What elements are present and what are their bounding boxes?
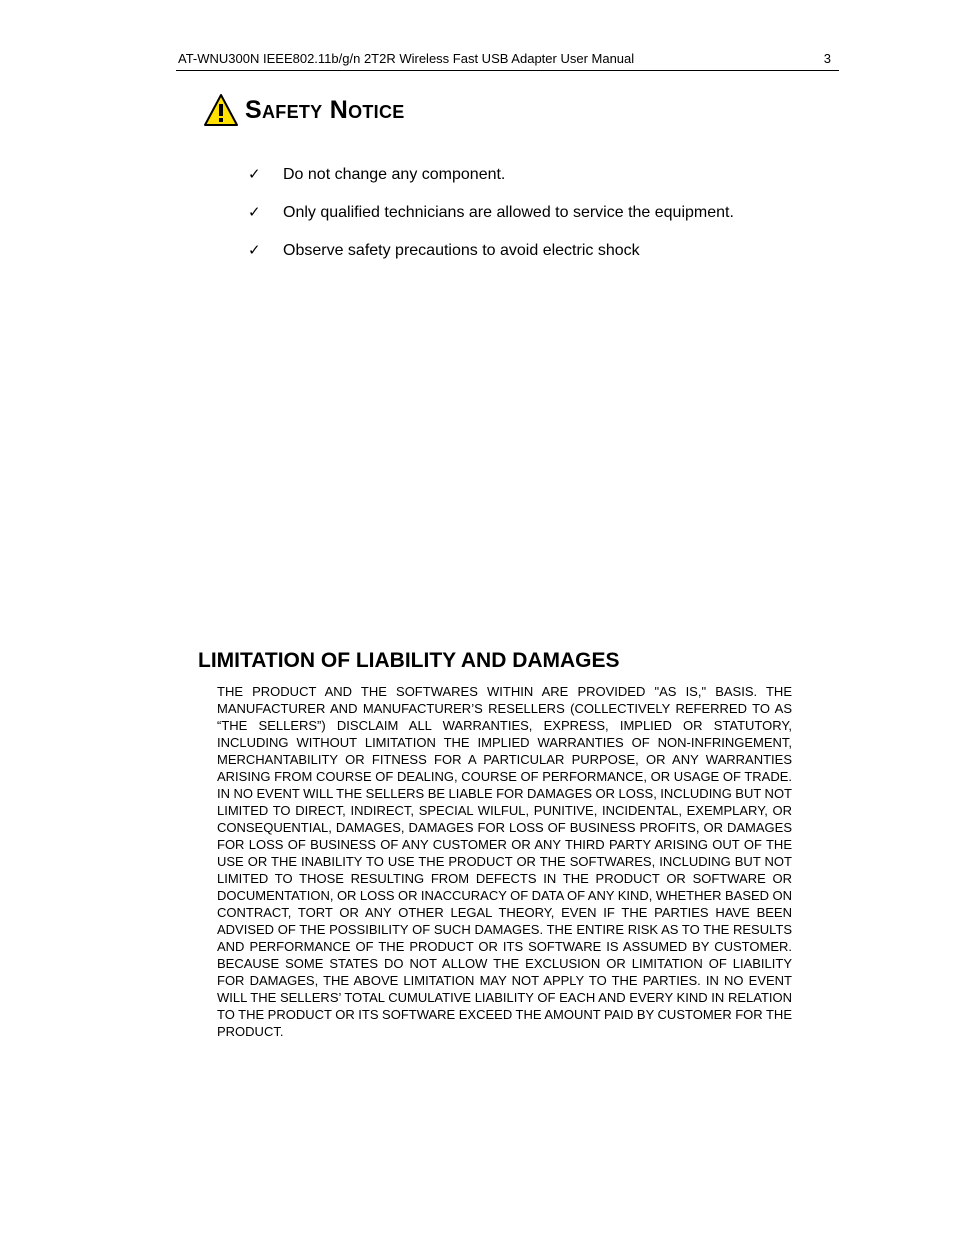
liability-heading: LIMITATION OF LIABILITY AND DAMAGES	[198, 649, 620, 672]
safety-notice-list	[248, 164, 734, 278]
notice-text: Only qualified technicians are allowed to service the equipment.	[283, 204, 734, 221]
header-title: AT-WNU300N IEEE802.11b/g/n 2T2R Wireless Fast USB Adapter User Manual	[178, 51, 635, 66]
safety-notice-title: Safety Notice	[245, 95, 405, 124]
notice-text: Do not change any component.	[283, 166, 506, 183]
page-header	[176, 50, 839, 71]
list-item	[248, 164, 734, 202]
list-item	[248, 202, 734, 240]
liability-paragraph: THE PRODUCT AND THE SOFTWARES WITHIN ARE PROVIDED "AS IS," BASIS. THE MANUFACTURER AND MANUFACTURER’S RESELLERS (COLLECTIVELY REFERRED TO AS “THE SELLERS”) DISCLAIM ALL WARRANTIES, EXPRESS, IMPLIED OR STATUTORY, INCLUDING WITHOUT LIMITATION THE IMPLIED WARRANTIES OF NON-INFRINGEMENT, MERCHANTABILITY OR FITNESS FOR A PARTICULAR PURPOSE, OR ANY WARRANTIES ARISING FROM COURSE OF DEALING, COURSE OF PERFORMANCE, OR USAGE OF TRADE. IN NO EVENT WILL THE SELLERS BE LIABLE FOR DAMAGES OR LOSS, INCLUDING BUT NOT LIMITED TO DIRECT, INDIRECT, SPECIAL WILFUL, PUNITIVE, INCIDENTAL, EXEMPLARY, OR CONSEQUENTIAL, DAMAGES, DAMAGES FOR LOSS OF BUSINESS PROFITS, OR DAMAGES FOR LOSS OF BUSINESS OF ANY CUSTOMER OR ANY THIRD PARTY ARISING OUT OF THE USE OR THE INABILITY TO USE THE PRODUCT OR THE SOFTWARES, INCLUDING BUT NOT LIMITED TO THOSE RESULTING FROM DEFECTS IN THE PRODUCT OR SOFTWARE OR DOCUMENTATION, OR LOSS OR INACCURACY OF DATA OF ANY KIND, WHETHER BASED ON CONTRACT, TORT OR ANY OTHER LEGAL THEORY, EVEN IF THE PARTIES HAVE BEEN ADVISED OF THE POSSIBILITY OF SUCH DAMAGES. THE ENTIRE RISK AS TO THE RESULTS AND PERFORMANCE OF THE PRODUCT OR ITS SOFTWARE IS ASSUMED BY CUSTOMER. BECAUSE SOME STATES DO NOT ALLOW THE EXCLUSION OR LIMITATION OF LIABILITY FOR DAMAGES, THE ABOVE LIMITATION MAY NOT APPLY TO THE PARTIES. IN NO EVENT WILL THE SELLERS’ TOTAL CUMULATIVE LIABILITY OF EACH AND EVERY KIND IN RELATION TO THE PRODUCT OR ITS SOFTWARE EXCEED THE AMOUNT PAID BY CUSTOMER FOR THE PRODUCT.	[217, 684, 792, 1039]
page-number: 3	[823, 51, 831, 66]
list-item	[248, 240, 734, 278]
checkmark-icon: ✓	[248, 165, 261, 183]
checkmark-icon: ✓	[248, 241, 261, 259]
warning-triangle-icon	[203, 93, 239, 127]
notice-text: Observe safety precautions to avoid electric shock	[283, 242, 640, 259]
checkmark-icon: ✓	[248, 203, 261, 221]
safety-notice-heading	[203, 90, 405, 130]
